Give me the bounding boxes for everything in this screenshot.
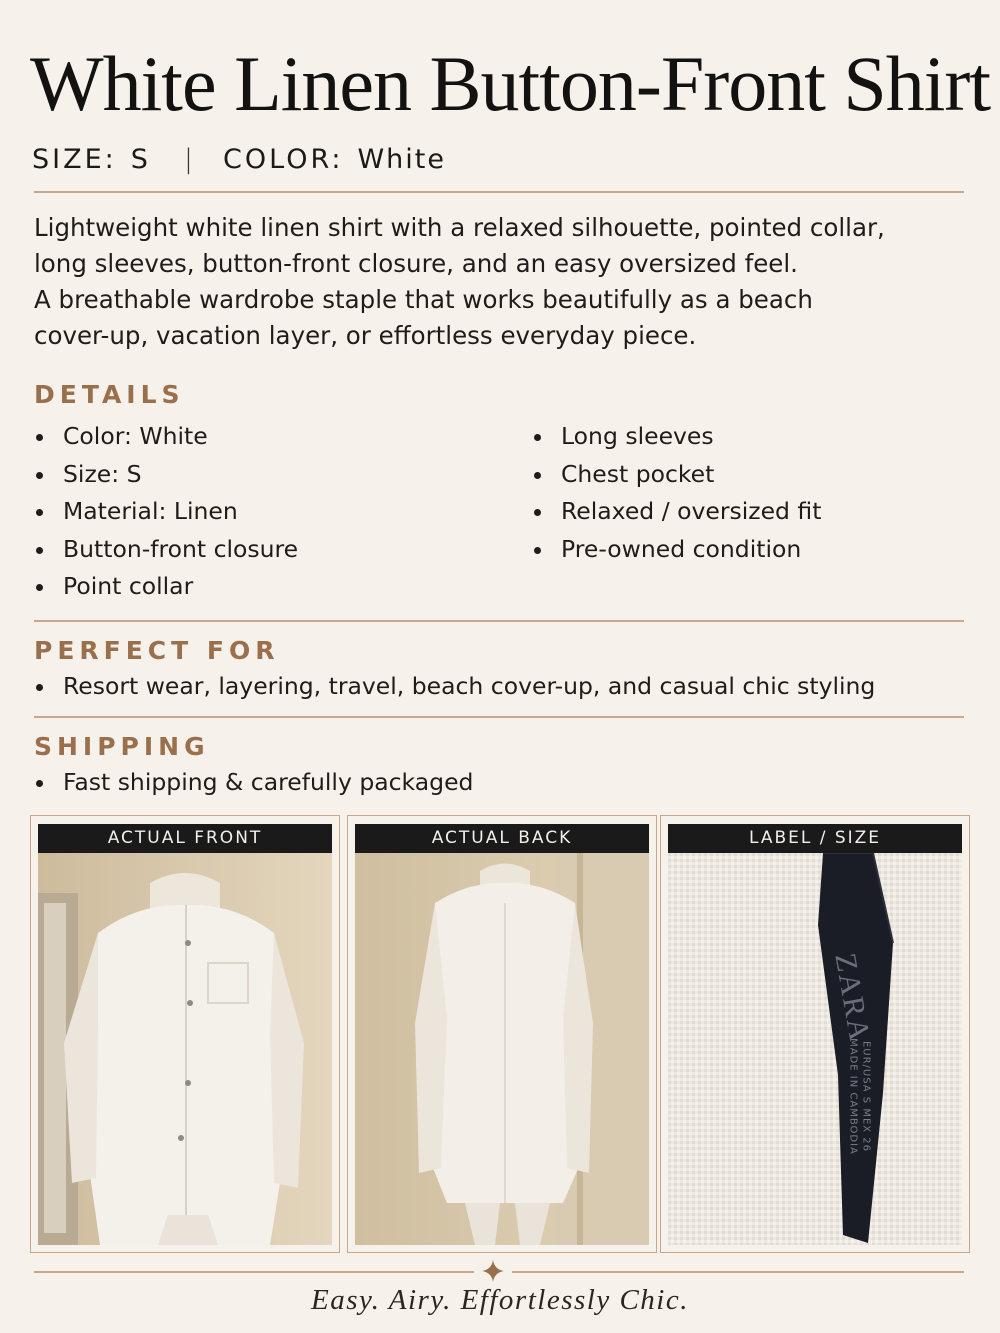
- photo-card-back: [347, 815, 657, 1253]
- size-value: S: [130, 144, 150, 175]
- list-item: Color: White: [34, 418, 298, 456]
- list-item: Pre-owned condition: [532, 531, 821, 569]
- list-item: Size: S: [34, 456, 298, 494]
- divider: [34, 620, 964, 622]
- photo-card-front: [30, 815, 340, 1253]
- list-item: Fast shipping & carefully packaged: [34, 764, 473, 802]
- description-line: cover-up, vacation layer, or effortless everyday piece.: [34, 321, 697, 350]
- list-item: Long sleeves: [532, 418, 821, 456]
- label-origin-text: MADE IN CAMBODIA: [847, 1038, 859, 1155]
- description-line: A breathable wardrobe staple that works beautifully as a beach: [34, 285, 813, 314]
- label-photo: [668, 853, 962, 1245]
- perfect-for-list: [34, 668, 875, 706]
- footer-divider-right: [512, 1271, 964, 1273]
- product-title: White Linen Button-Front Shirt: [30, 40, 991, 127]
- footer-divider-left: [34, 1271, 474, 1273]
- details-heading: DETAILS: [34, 380, 185, 409]
- divider: [34, 716, 964, 718]
- size-label: SIZE:: [32, 144, 117, 175]
- label-size-text: EUR/USA S MEX 26: [860, 1040, 872, 1153]
- divider: [34, 191, 964, 193]
- description-line: long sleeves, button-front closure, and an easy oversized feel.: [34, 249, 798, 278]
- color-value: White: [357, 144, 446, 175]
- description-line: Lightweight white linen shirt with a relaxed silhouette, pointed collar,: [34, 213, 885, 242]
- back-photo: [355, 853, 649, 1245]
- list-item: Chest pocket: [532, 456, 821, 494]
- photo-label: LABEL / SIZE: [668, 824, 962, 853]
- sparkle-icon: [481, 1259, 505, 1283]
- photo-card-label: [660, 815, 970, 1253]
- details-list-left: [34, 418, 298, 606]
- list-item: Material: Linen: [34, 493, 298, 531]
- tagline: Easy. Airy. Effortlessly Chic.: [311, 1284, 689, 1316]
- details-list-right: [532, 418, 821, 568]
- front-photo: [38, 853, 332, 1245]
- label-tag-text: ZARA: [828, 950, 877, 1045]
- perfect-for-heading: PERFECT FOR: [34, 636, 280, 665]
- list-item: Resort wear, layering, travel, beach cover-up, and casual chic styling: [34, 668, 875, 706]
- shipping-heading: SHIPPING: [34, 732, 210, 761]
- color-label: COLOR:: [223, 144, 344, 175]
- meta-separator: |: [183, 144, 194, 175]
- photo-label: ACTUAL BACK: [355, 824, 649, 853]
- photo-label: ACTUAL FRONT: [38, 824, 332, 853]
- list-item: Relaxed / oversized fit: [532, 493, 821, 531]
- list-item: Button-front closure: [34, 531, 298, 569]
- product-description: [34, 210, 934, 354]
- size-color-line: [32, 144, 446, 175]
- list-item: Point collar: [34, 568, 298, 606]
- shipping-list: [34, 764, 473, 802]
